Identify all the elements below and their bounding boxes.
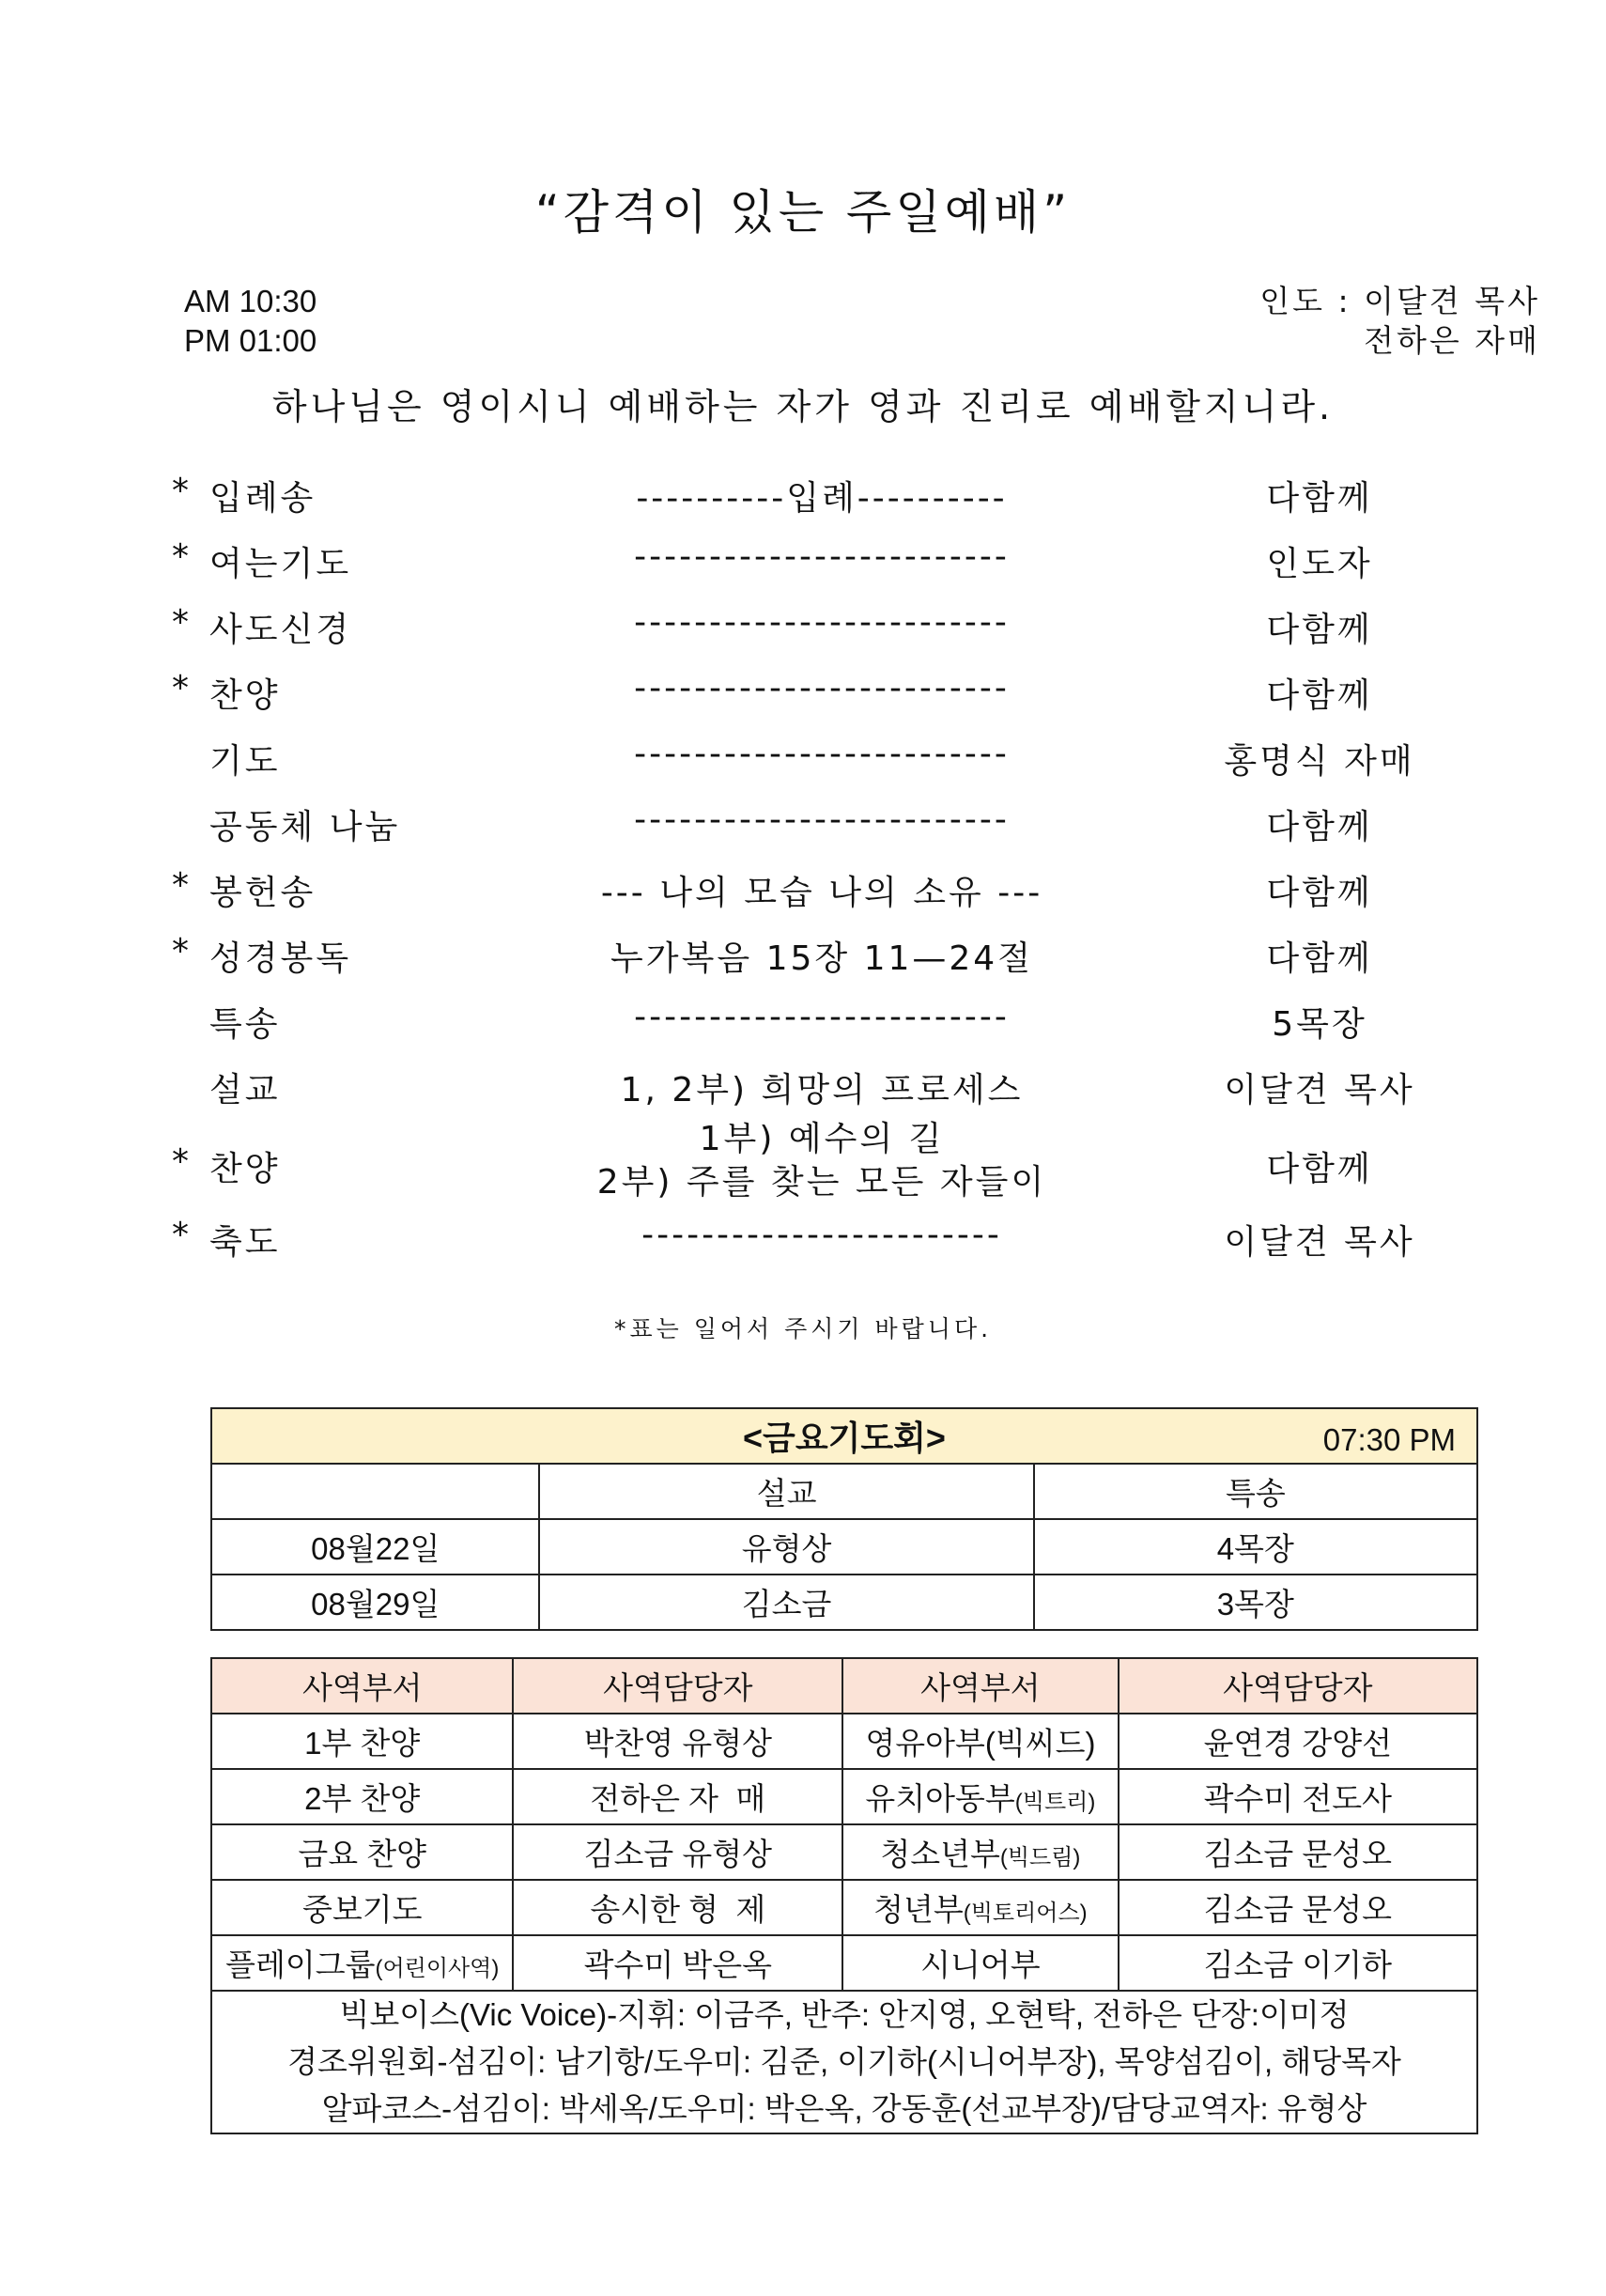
table-header-row: [211, 1658, 1477, 1714]
order-item-detail: -------------------------: [634, 669, 1010, 707]
order-row: [164, 526, 1479, 592]
order-row: [164, 592, 1479, 658]
table-header-row: [211, 1464, 1477, 1519]
ministry-person: 박찬영 유형상: [513, 1714, 842, 1769]
service-time-am: AM 10:30: [184, 284, 317, 318]
order-row: [164, 460, 1479, 526]
ministry-dept: 영유아부(빅씨드): [842, 1714, 1119, 1769]
table-cell: 08월22일: [211, 1519, 539, 1575]
order-row: [164, 986, 1479, 1052]
table-row: [211, 1575, 1477, 1630]
order-item-detail: -------------------------: [634, 603, 1010, 642]
table-row: [211, 1935, 1477, 1991]
friday-prayer-time: 07:30 PM: [1322, 1422, 1456, 1457]
order-item-name: 입례송: [209, 479, 317, 518]
order-row: [164, 1052, 1479, 1118]
ministry-note: 경조위원회-섬김이: 남기항/도우미: 김준, 이기하(시니어부장), 목양섬김이, 해당목자: [287, 2044, 1401, 2079]
ministry-dept: 플레이그룹(어린이사역): [211, 1935, 513, 1991]
order-item-name: 기도: [209, 742, 281, 781]
table-cell: 08월29일: [211, 1575, 539, 1630]
ministry-person: 송시한 형 제: [513, 1880, 842, 1935]
order-row: [164, 1118, 1479, 1204]
ministry-person: 곽수미 전도사: [1119, 1769, 1477, 1824]
ministry-person: 전하은 자 매: [513, 1769, 842, 1824]
service-time-pm: PM 01:00: [184, 323, 317, 358]
order-item-person: 다함께: [1266, 611, 1373, 649]
ministry-dept: 시니어부: [842, 1935, 1119, 1991]
order-item-name: 성경봉독: [209, 939, 352, 978]
order-item-detail: -------------------------: [634, 537, 1010, 576]
order-item-person: 이달견 목사: [1224, 1223, 1415, 1262]
worship-order: [164, 460, 1479, 1270]
order-item-name: 축도: [209, 1223, 281, 1262]
ministry-dept: 청소년부(빅드림): [842, 1824, 1119, 1880]
order-item-detail: ------------------------: [641, 1216, 1002, 1254]
order-item-detail: -------------------------: [634, 800, 1010, 839]
order-item-detail: [540, 1118, 1104, 1204]
column-header: 사역담당자: [1119, 1658, 1477, 1714]
table-cell: 3목장: [1034, 1575, 1477, 1630]
ministry-person: 김소금 문성오: [1119, 1880, 1477, 1935]
column-header: 사역부서: [211, 1658, 513, 1714]
order-item-detail: ----------입례----------: [636, 479, 1008, 518]
order-row: [164, 723, 1479, 789]
order-item-person: 다함께: [1266, 479, 1373, 518]
standing-marker: *: [172, 1216, 192, 1254]
standing-marker: *: [172, 932, 192, 970]
order-item-person: 홍명식 자매: [1224, 742, 1415, 781]
ministry-dept: 2부 찬양: [211, 1769, 513, 1824]
order-item-name: 공동체 나눔: [209, 808, 401, 846]
order-item-name: 여는기도: [209, 545, 352, 583]
hymn-first-service: 1부) 예수의 길: [699, 1120, 945, 1158]
ministry-person: 윤연경 강양선: [1119, 1714, 1477, 1769]
ministry-person: 김소금 이기하: [1119, 1935, 1477, 1991]
order-item-name: 설교: [209, 1071, 281, 1109]
standing-marker: *: [172, 603, 192, 642]
order-item-detail: -------------------------: [634, 998, 1010, 1036]
ministry-dept: 중보기도: [211, 1880, 513, 1935]
order-item-name: 찬양: [209, 1150, 281, 1188]
order-row: [164, 921, 1479, 986]
table-row: [211, 1714, 1477, 1769]
order-item-detail: --- 나의 모습 나의 소유 ---: [600, 874, 1043, 912]
table-row: [211, 1880, 1477, 1935]
order-item-detail: 1, 2부) 희망의 프로세스: [620, 1071, 1024, 1109]
ministry-dept: 1부 찬양: [211, 1714, 513, 1769]
table-cell: 김소금: [539, 1575, 1033, 1630]
standing-marker: *: [172, 472, 192, 510]
leader-pastor: 인도 : 이달견 목사: [1259, 283, 1540, 319]
order-item-name: 봉헌송: [209, 874, 317, 912]
ministry-dept: 금요 찬양: [211, 1824, 513, 1880]
friday-prayer-table: [210, 1407, 1478, 1631]
order-item-person: 다함께: [1266, 874, 1373, 912]
order-item-person: 5목장: [1272, 1005, 1367, 1044]
ministry-person: 김소금 유형상: [513, 1824, 842, 1880]
column-header: 설교: [539, 1464, 1033, 1519]
ministry-dept: 유치아동부(빅트리): [842, 1769, 1119, 1824]
standing-marker: *: [172, 1142, 192, 1181]
order-item-detail: -------------------------: [634, 735, 1010, 773]
table-cell: 4목장: [1034, 1519, 1477, 1575]
table-row: [211, 1769, 1477, 1824]
leader-assistant: 전하은 자매: [1364, 322, 1540, 359]
order-item-detail: 누가복음 15장 11—24절: [610, 939, 1033, 978]
ministry-notes-row: [211, 1991, 1477, 2133]
table-row: [211, 1824, 1477, 1880]
column-header: 사역담당자: [513, 1658, 842, 1714]
hymn-second-service: 2부) 주를 찾는 모든 자들이: [596, 1163, 1047, 1202]
page-title: “감격이 있는 주일예배”: [534, 185, 1072, 240]
ministry-notes: [211, 1991, 1477, 2133]
order-item-name: 사도신경: [209, 611, 352, 649]
order-row: [164, 855, 1479, 921]
order-row: [164, 658, 1479, 723]
order-item-person: 다함께: [1266, 676, 1373, 715]
order-item-person: 다함께: [1266, 939, 1373, 978]
friday-prayer-title: <금요기도회>: [743, 1419, 946, 1457]
ministry-note: 빅보이스(Vic Voice)-지휘: 이금주, 반주: 안지영, 오현탁, 전하은 단장:이미정: [339, 1997, 1350, 2032]
order-row: [164, 1204, 1479, 1270]
ministry-note: 알파코스-섬김이: 박세옥/도우미: 박은옥, 강동훈(선교부장)/담당교역자: 유형상: [321, 2091, 1367, 2126]
column-header: 사역부서: [842, 1658, 1119, 1714]
table-row: [211, 1519, 1477, 1575]
standing-marker: *: [172, 669, 192, 707]
ministry-person: 김소금 문성오: [1119, 1824, 1477, 1880]
standing-marker: *: [172, 866, 192, 905]
order-item-person: 다함께: [1266, 808, 1373, 846]
standing-marker: *: [172, 537, 192, 576]
ministry-table: [210, 1657, 1478, 2134]
friday-prayer-header: [211, 1408, 1477, 1464]
order-item-person: 이달견 목사: [1224, 1071, 1415, 1109]
ministry-dept: 청년부(빅토리어스): [842, 1880, 1119, 1935]
standing-note: *표는 일어서 주시기 바랍니다.: [613, 1315, 993, 1342]
table-cell: 유형상: [539, 1519, 1033, 1575]
order-item-name: 특송: [209, 1005, 281, 1044]
ministry-person: 곽수미 박은옥: [513, 1935, 842, 1991]
column-header: [211, 1464, 539, 1519]
order-item-person: 다함께: [1266, 1150, 1373, 1188]
order-row: [164, 789, 1479, 855]
order-item-name: 찬양: [209, 676, 281, 715]
scripture-verse: 하나님은 영이시니 예배하는 자가 영과 진리로 예배할지니라.: [271, 386, 1335, 427]
order-item-person: 인도자: [1266, 545, 1373, 583]
column-header: 특송: [1034, 1464, 1477, 1519]
